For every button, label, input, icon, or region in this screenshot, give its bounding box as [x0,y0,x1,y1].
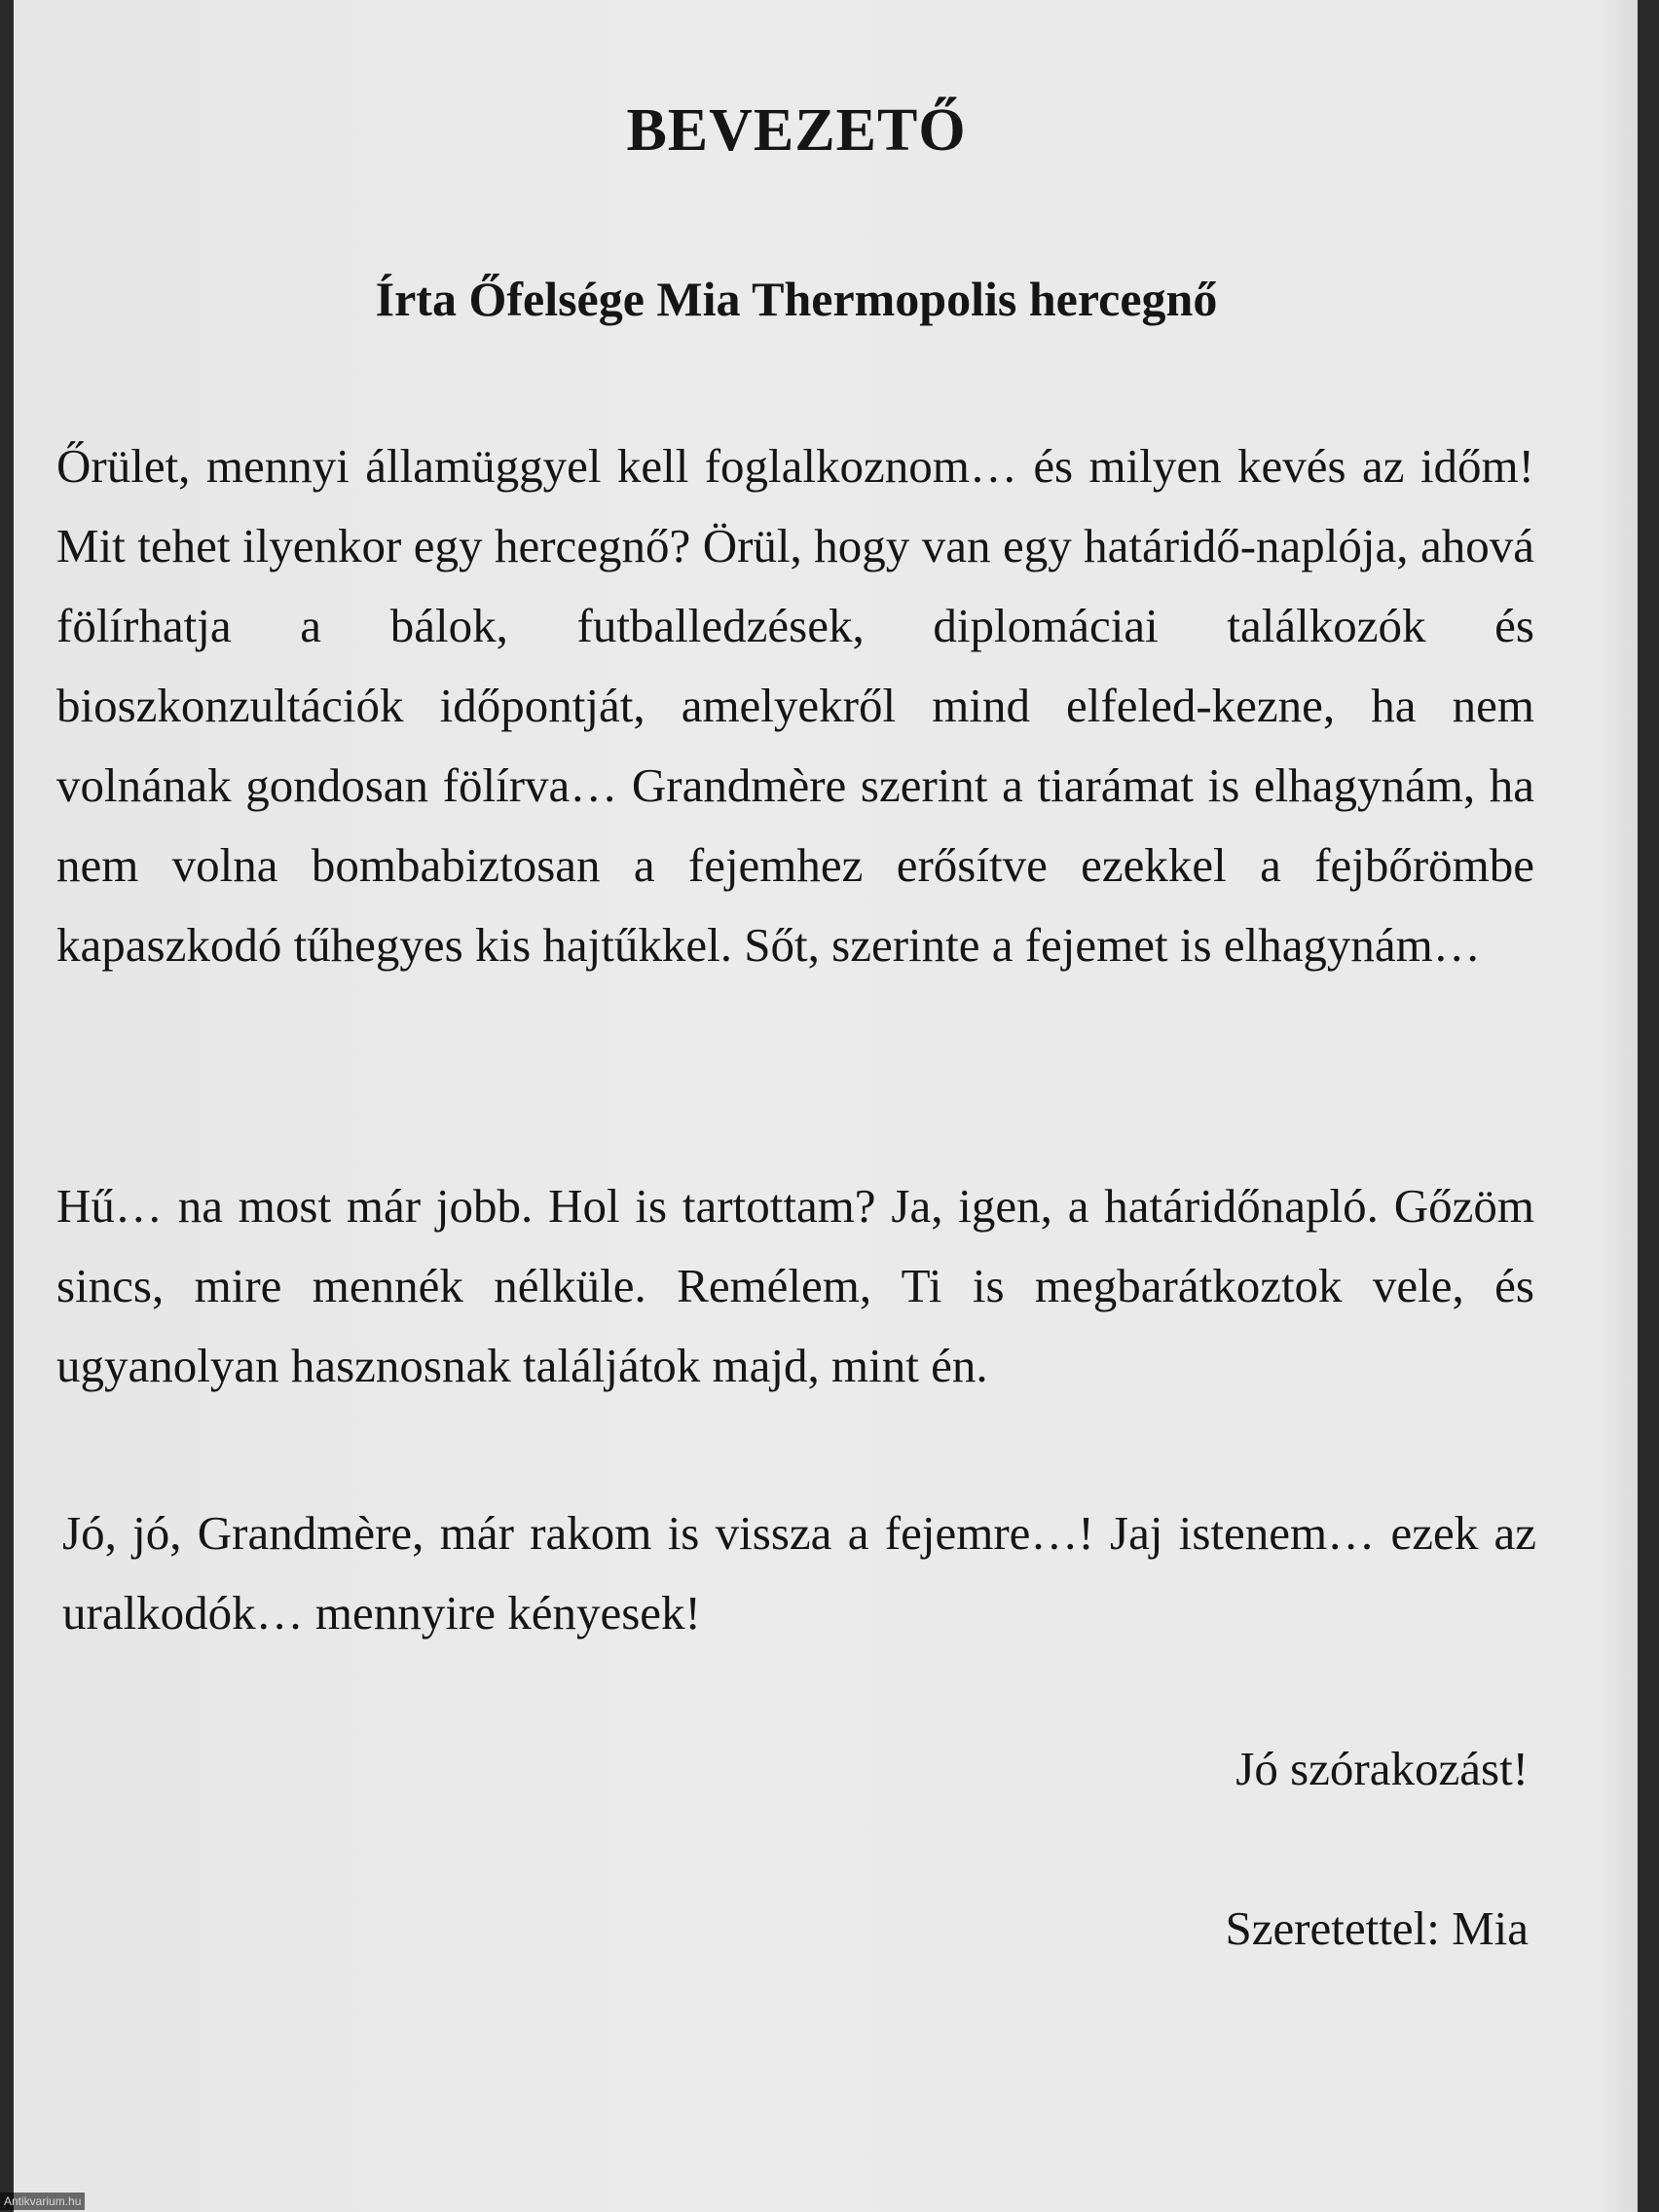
watermark-label: Antikvarium.hu [0,2193,85,2210]
page-edge-shadow [1599,0,1638,2212]
page-title: BEVEZETŐ [626,97,967,164]
signature: Szeretettel: Mia [1225,1901,1529,1955]
paragraph-2: Hű… na most már jobb. Hol is tartottam? Ja, igen, a határidőnapló. Gőzöm sincs, mire mennék nélküle. Remélem, Ti is megbarátkoztok vele, és ugyanolyan hasznosnak találjátok majd, mint én. [56,1179,1534,1392]
paragraph-3: Jó, jó, Grandmère, már rakom is vissza a fejemre…! Jaj istenem… ezek az uralkodók… mennyire kényesek! [62,1506,1536,1640]
paragraph-1: Őrület, mennyi államüggyel kell foglalkoznom… és milyen kevés az időm! Mit tehet ilyenkor egy hercegnő? Örül, hogy van egy határidő-naplója, ahová fölírhatja a bálok, futballedzések, diplomáciai találkozók és bioszkonzultációk időpontját, amelyekről mind elfeled-kezne, ha nem volnának gondosan fölírva… Grandmère szerint a tiarámat is elhagynám, ha nem volna bombabiztosan a fejemhez erősítve ezekkel a fejbőrömbe kapaszkodó tűhegyes kis hajtűkkel. Sőt, szerinte a fejemet is elhagynám… [56,439,1534,972]
book-page [14,0,1638,2212]
page-subtitle: Írta Őfelsége Mia Thermopolis hercegnő [375,272,1218,326]
closing-line: Jó szórakozást! [1235,1742,1529,1795]
